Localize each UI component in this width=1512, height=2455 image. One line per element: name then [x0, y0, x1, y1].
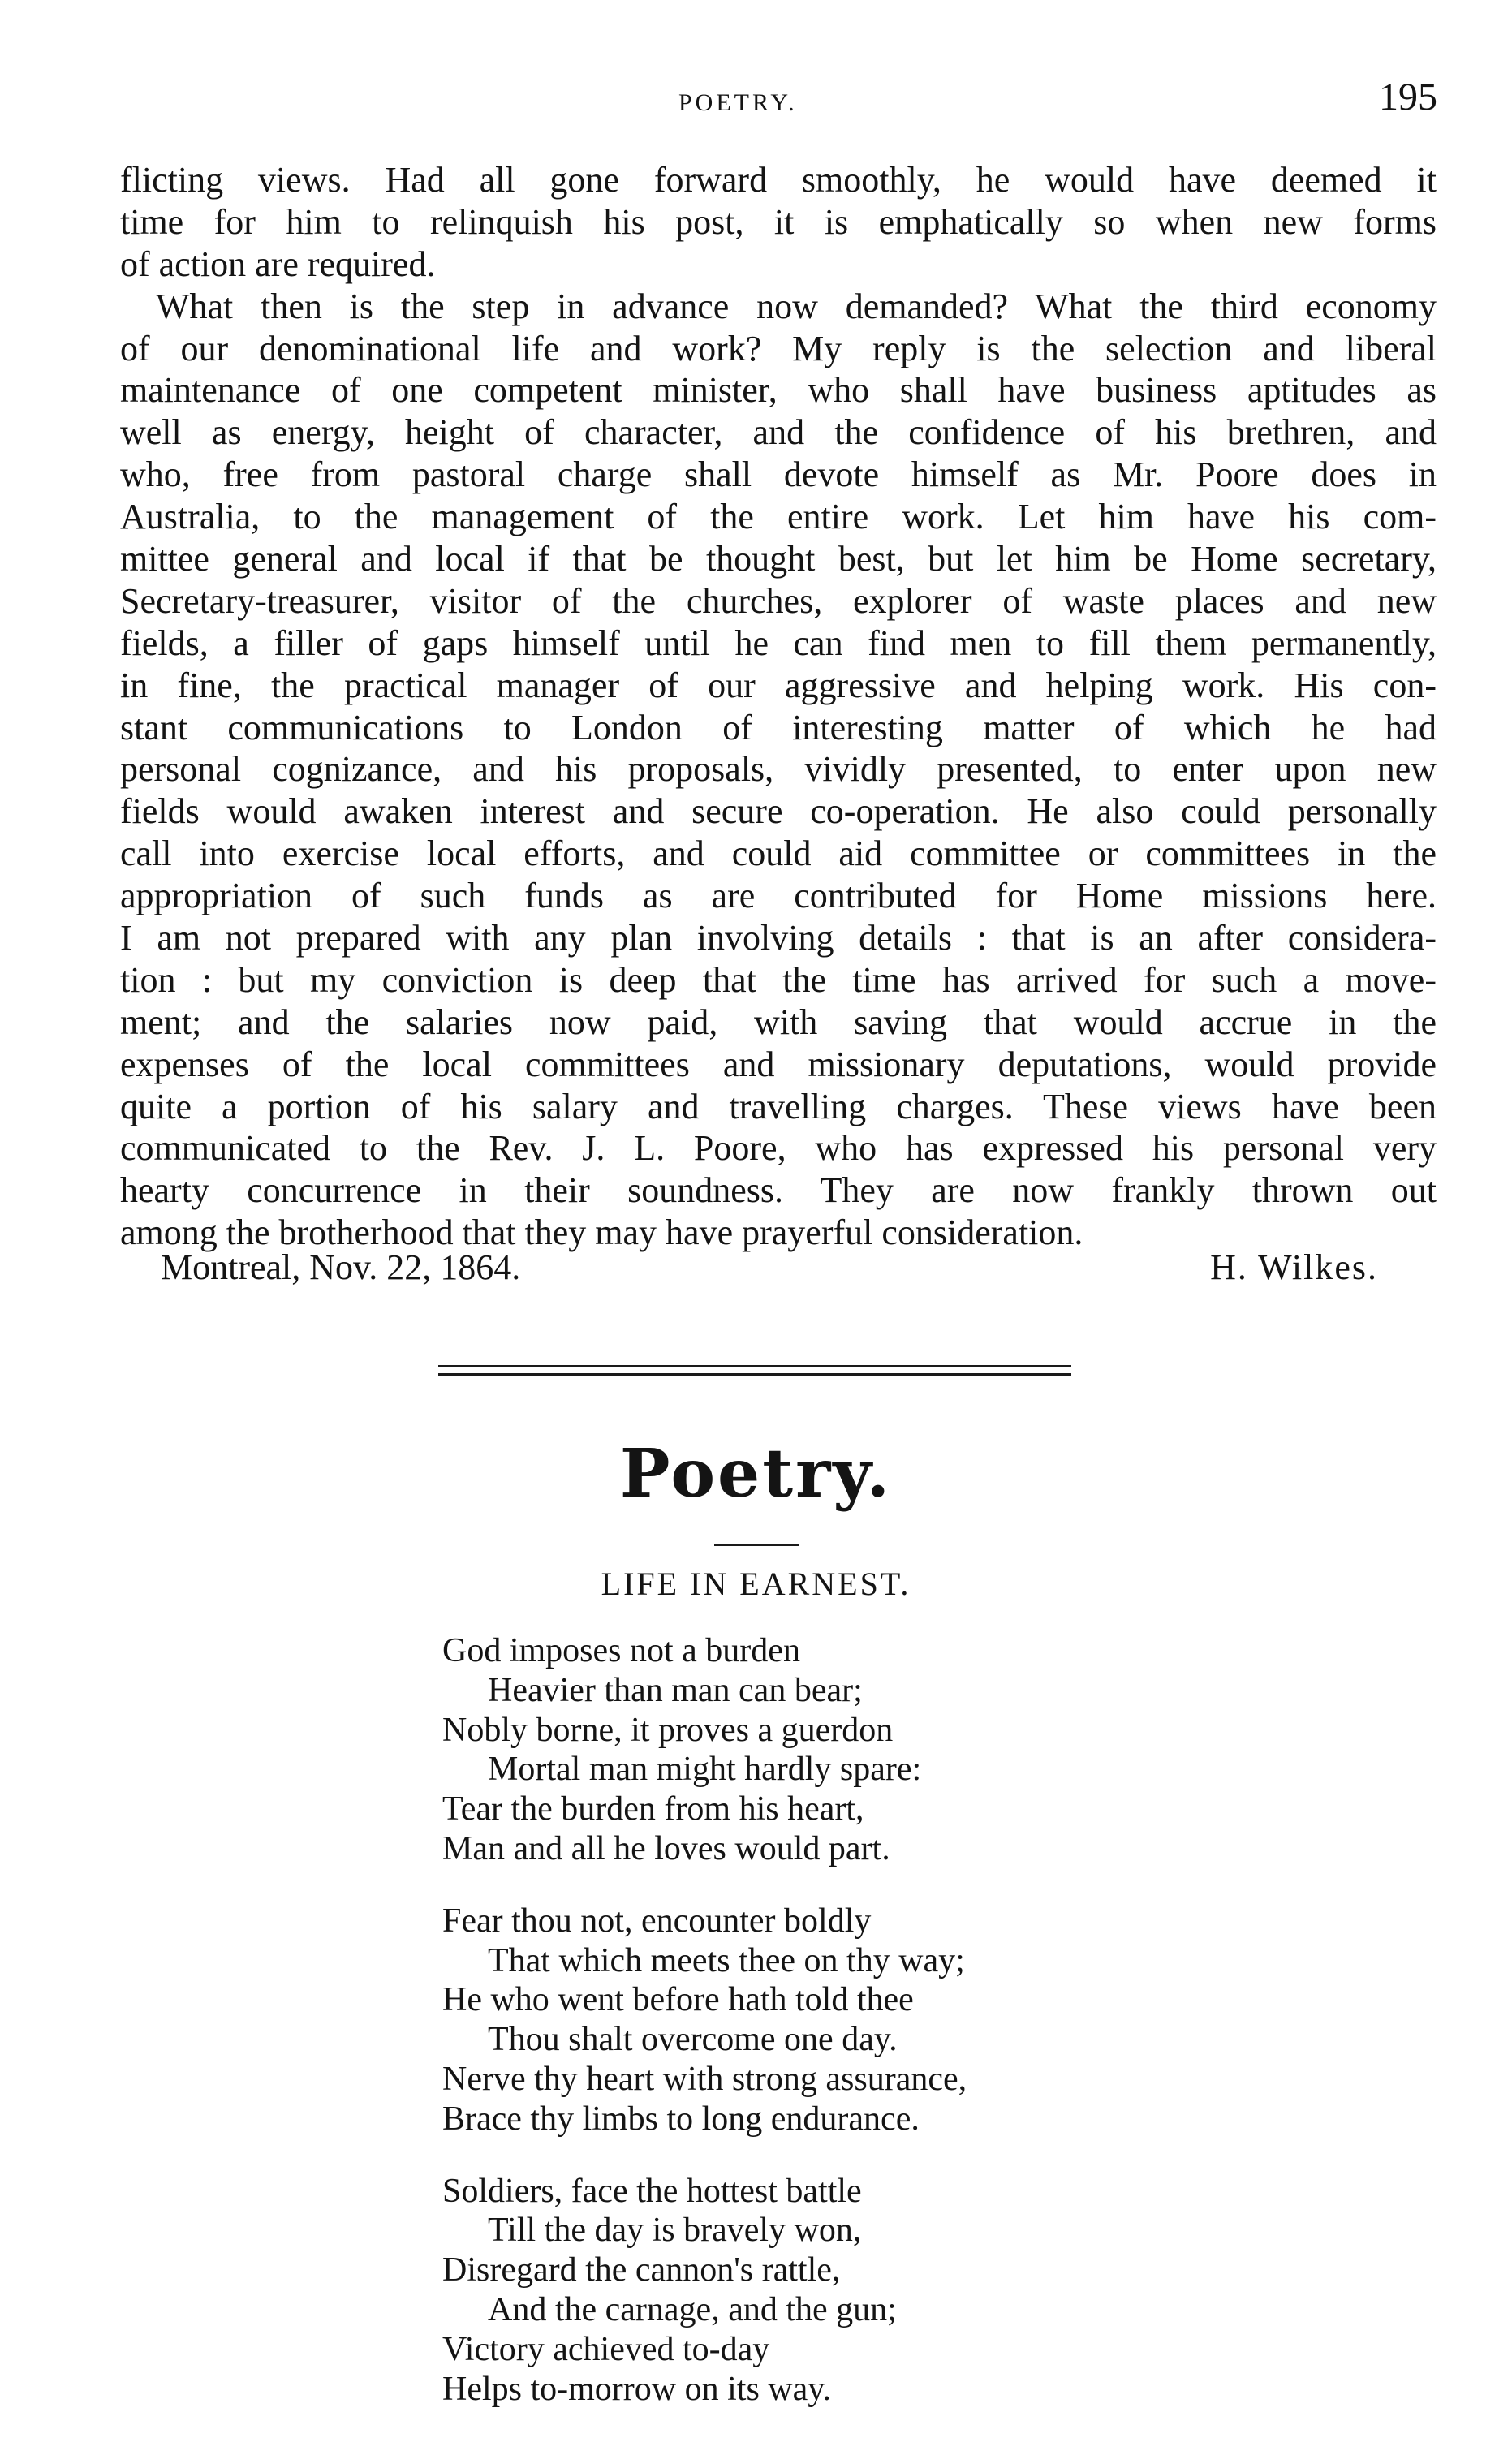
- prose-line: of our denominational life and work? My reply is the selection and liberal: [120, 328, 1437, 368]
- verse-line: Man and all he loves would part.: [442, 1829, 890, 1867]
- stanza: [442, 2172, 1254, 2410]
- verse-line: Till the day is bravely won,: [488, 2212, 862, 2250]
- prose-line: fields, a filler of gaps himself until he can find men to fill them permanently,: [120, 622, 1437, 663]
- verse-line: Disregard the cannon's rattle,: [442, 2251, 841, 2289]
- prose-line: hearty concurrence in their soundness. They are now frankly thrown out: [120, 1170, 1437, 1211]
- signature-name: H. Wilkes.: [1210, 1247, 1378, 1287]
- running-header: [0, 75, 1512, 123]
- prose-line: well as energy, height of character, and the confidence of his brethren, and: [120, 412, 1437, 453]
- prose-line: time for him to relinquish his post, it is emphatically so when new forms: [120, 201, 1437, 242]
- prose-line: expenses of the local committees and missionary deputations, would provide: [120, 1044, 1437, 1084]
- verse-line: Thou shalt overcome one day.: [488, 2021, 898, 2059]
- verse-line: Victory achieved to-day: [442, 2330, 770, 2368]
- prose-line: who, free from pastoral charge shall devote himself as Mr. Poore does in: [120, 454, 1437, 495]
- stanza: [442, 1902, 1254, 2139]
- verse-line: Brace thy limbs to long endurance.: [442, 2100, 920, 2138]
- verse-line: Soldiers, face the hottest battle: [442, 2172, 862, 2210]
- prose-line: personal cognizance, and his proposals, vividly presented, to enter upon new: [120, 749, 1437, 790]
- page-number: 195: [1379, 75, 1437, 118]
- prose-line: ment; and the salaries now paid, with saving that would accrue in the: [120, 1001, 1437, 1042]
- verse-line: And the carnage, and the gun;: [488, 2290, 897, 2328]
- signature-place-date: Montreal, Nov. 22, 1864.: [161, 1247, 521, 1287]
- prose-line: Australia, to the management of the entire work. Let him have his com-: [120, 497, 1437, 537]
- prose-line: of action are required.: [120, 243, 436, 284]
- verse-line: God imposes not a burden: [442, 1632, 800, 1669]
- verse-line: He who went before hath told thee: [442, 1981, 914, 2019]
- prose-line: fields would awaken interest and secure co-operation. He also could personally: [120, 791, 1437, 832]
- prose-line: quite a portion of his salary and travelling charges. These views have been: [120, 1086, 1437, 1126]
- heading-rule: [714, 1544, 799, 1546]
- prose-line: tion : but my conviction is deep that the time has arrived for such a move-: [120, 959, 1437, 1000]
- running-title: POETRY.: [678, 89, 798, 116]
- prose-line: call into exercise local efforts, and could aid committee or committees in the: [120, 833, 1437, 874]
- verse-line: That which meets thee on thy way;: [488, 1941, 965, 1979]
- verse-line: Heavier than man can bear;: [488, 1671, 863, 1709]
- section-divider: [438, 1365, 1071, 1378]
- prose-line: I am not prepared with any plan involving details : that is an after considera-: [120, 918, 1437, 958]
- poem: [442, 1631, 1254, 2441]
- prose-line: among the brotherhood that they may have prayerful consideration.: [120, 1212, 1083, 1253]
- prose-line: mittee general and local if that be thought best, but let him be Home secretary,: [120, 539, 1437, 579]
- verse-line: Helps to-morrow on its way.: [442, 2370, 832, 2408]
- prose-line: Secretary-treasurer, visitor of the churches, explorer of waste places and new: [120, 580, 1437, 621]
- stanza: [442, 1631, 1254, 1869]
- letter-body: [120, 159, 1437, 1254]
- prose-line: maintenance of one competent minister, who shall have business aptitudes as: [120, 370, 1437, 411]
- verse-line: Tear the burden from his heart,: [442, 1790, 864, 1828]
- prose-line: in fine, the practical manager of our aggressive and helping work. His con-: [120, 665, 1437, 705]
- verse-line: Nobly borne, it proves a guerdon: [442, 1711, 894, 1749]
- section-heading: Poetry.: [619, 1435, 893, 1513]
- prose-line: flicting views. Had all gone forward smoothly, he would have deemed it: [120, 160, 1437, 200]
- prose-line: What then is the step in advance now demanded? What the third economy: [156, 286, 1437, 326]
- prose-line: appropriation of such funds as are contributed for Home missions here.: [120, 876, 1437, 916]
- poem-title: LIFE IN EARNEST.: [601, 1566, 911, 1602]
- verse-line: Mortal man might hardly spare:: [488, 1751, 922, 1789]
- verse-line: Nerve thy heart with strong assurance,: [442, 2060, 967, 2098]
- prose-line: communicated to the Rev. J. L. Poore, who has expressed his personal very: [120, 1128, 1437, 1169]
- prose-line: stant communications to London of interesting matter of which he had: [120, 707, 1437, 747]
- verse-line: Fear thou not, encounter boldly: [442, 1902, 872, 1940]
